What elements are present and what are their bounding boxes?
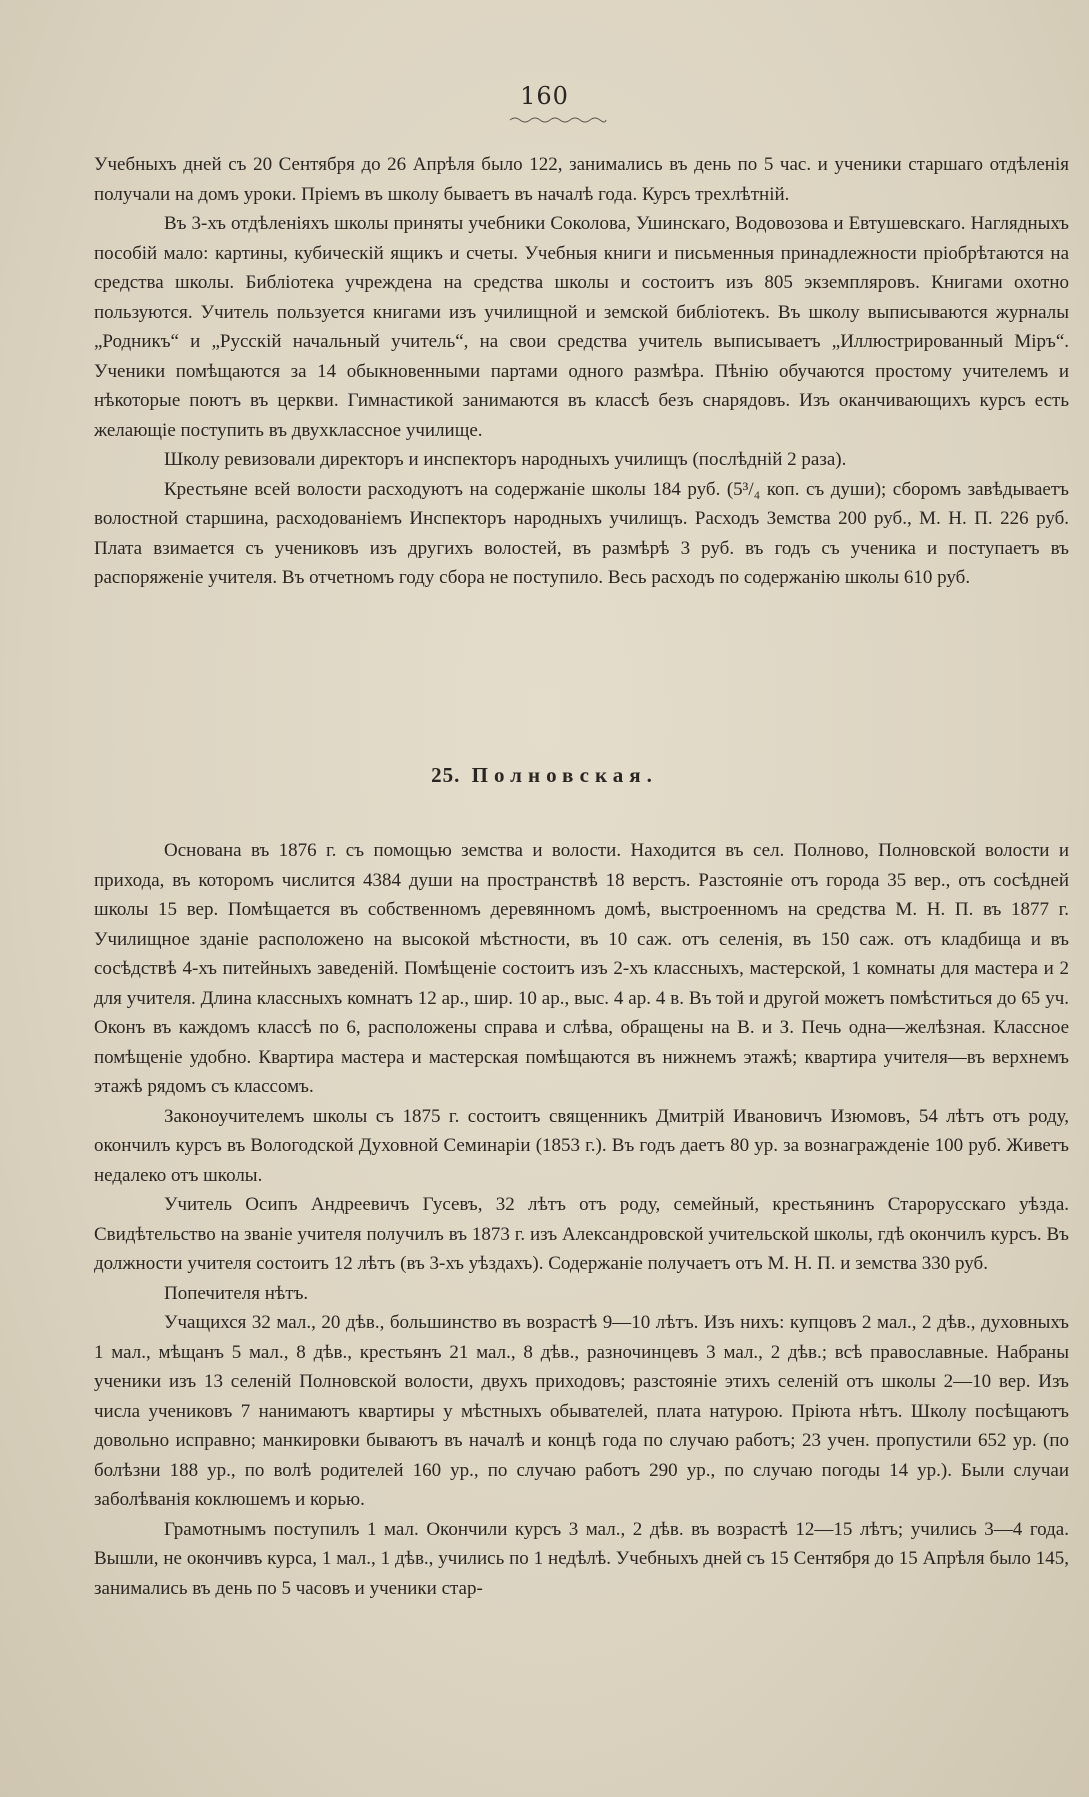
paragraph: Попечителя нѣтъ. [164,1282,309,1304]
paragraph: Законоучителемъ школы съ 1875 г. состоитъ священникъ Дмитрій Ивановичъ Изюмовъ, 54 лѣтъ отъ роду, окончилъ курсъ въ Вологодской Духовной Семинаріи (1853 г.). Въ годъ даетъ 80 ур. за вознагражденіе 100 руб. Живетъ недалеко отъ школы. [94,1105,1069,1186]
paragraph: Основана въ 1876 г. съ помощью земства и волости. Находится въ сел. Полново, Полновской волости и прихода, въ которомъ числится 4384 души на пространствѣ 18 верстъ. Разстояніе отъ города 35 вер., отъ сосѣдней школы 15 вер. Помѣщается въ собственномъ деревянномъ домѣ, выстроенномъ на средства М. Н. П. въ 1877 г. Училищное зданіе расположено на высокой мѣстности, въ 10 саж. отъ селенія, въ 150 саж. отъ кладбища и въ сосѣдствѣ 4-хъ питейныхъ заведеній. Помѣщеніе состоитъ изъ 2-хъ классныхъ, мастерской, 1 комнаты для мастера и 2 для учителя. Длина классныхъ комнатъ 12 ар., шир. 10 ар., выс. 4 ар. 4 в. Въ той и другой можетъ помѣститься до 65 уч. Оконъ въ каждомъ классѣ по 6, расположены справа и слѣва, обращены на В. и З. Печь одна—желѣзная. Классное помѣщеніе удобно. Квартира мастера и мастерская помѣщаются въ нижнемъ этажѣ; квартира учителя—въ верхнемъ этажѣ рядомъ съ классомъ. [94,840,1069,1097]
paragraph: Грамотнымъ поступилъ 1 мал. Окончили курсъ 3 мал., 2 дѣв. въ возрастѣ 12—15 лѣтъ; учились 3—4 года. Вышли, не окончивъ курса, 1 мал., 1 дѣв., учились по 1 недѣлѣ. Учебныхъ дней съ 15 Сентября до 15 Апрѣля было 145, занимались въ день по 5 часовъ и ученики стар- [94,1518,1069,1599]
page-number-ornament [508,115,608,125]
page-number: 160 [520,82,569,110]
paragraph: Крестьяне всей волости расходуютъ на содержаніе школы 184 руб. (5³/₄ коп. съ души); сборомъ завѣдываетъ волостной старшина, расходованіемъ Инспекторъ народныхъ училищъ. Расходъ Земства 200 руб., М. Н. П. 226 руб. Плата взимается съ учениковъ изъ другихъ волостей, въ размѣрѣ 3 руб. въ годъ съ ученика и поступаетъ въ распоряженіе учителя. Въ отчетномъ году сбора не поступило. Весь расходъ по содержанію школы 610 руб. [94,478,1069,588]
section-number: 25. [431,763,461,787]
section-text-polnovskaya [94,836,1069,1603]
section-title: Полновская. [471,763,658,787]
section-text-top [94,150,1069,593]
section-heading [0,763,1089,788]
paragraph: Школу ревизовали директоръ и инспекторъ народныхъ училищъ (послѣдній 2 раза). [164,449,847,470]
paragraph: Учитель Осипъ Андреевичъ Гусевъ, 32 лѣтъ отъ роду, семейный, крестьянинъ Старорусскаго уѣзда. Свидѣтельство на званіе учителя получилъ въ 1873 г. изъ Александровской учительской школы, гдѣ окончилъ курсъ. Въ должности учителя состоитъ 12 лѣтъ (въ 3-хъ уѣздахъ). Содержаніе получаетъ отъ М. Н. П. и земства 330 руб. [94,1194,1069,1274]
paragraph: Учащихся 32 мал., 20 дѣв., большинство въ возрастѣ 9—10 лѣтъ. Изъ нихъ: купцовъ 2 мал., 2 дѣв., духовныхъ 1 мал., мѣщанъ 5 мал., 8 дѣв., крестьянъ 21 мал., 8 дѣв., разночинцевъ 3 мал., 2 дѣв.; всѣ православные. Набраны ученики изъ 13 селеній Полновской волости, двухъ приходовъ; разстояніе этихъ селеній отъ школы 2—10 вер. Изъ числа учениковъ 7 нанимаютъ квартиры у мѣстныхъ обывателей, плата натурою. Пріюта нѣтъ. Школу посѣщаютъ довольно исправно; манкировки бываютъ въ началѣ и концѣ года по случаю работъ; 23 учен. пропустили 652 ур. (по болѣзни 188 ур., по волѣ родителей 160 ур., по случаю работъ 290 ур., по случаю погоды 14 ур.). Были случаи заболѣванія коклюшемъ и корью. [94,1312,1069,1510]
paragraph: Учебныхъ дней съ 20 Сентября до 26 Апрѣля было 122, занимались въ день по 5 час. и ученики старшаго отдѣленія получали на домъ уроки. Пріемъ въ школу бываетъ въ началѣ года. Курсъ трехлѣтній. [94,154,1069,205]
paragraph: Въ 3-хъ отдѣленіяхъ школы приняты учебники Соколова, Ушинскаго, Водовозова и Евтушевскаго. Наглядныхъ пособій мало: картины, кубическій ящикъ и счеты. Учебныя книги и письменныя принадлежности пріобрѣтаются на средства школы. Библіотека учреждена на средства школы и состоитъ изъ 805 экземпляровъ. Книгами охотно пользуются. Учитель пользуется книгами изъ училищной и земской библіотекъ. Въ школу выписываются журналы „Родникъ“ и „Русскій начальный учитель“, на свои средства учитель выписываетъ „Иллюстрированный Міръ“. Ученики помѣщаются за 14 обыкновенными партами одного размѣра. Пѣнію обучаются простому учителемъ и нѣкоторые поютъ въ церкви. Гимнастикой занимаются въ классѣ безъ снарядовъ. Изъ оканчивающихъ курсъ есть желающіе поступить въ двухклассное училище. [94,213,1069,441]
